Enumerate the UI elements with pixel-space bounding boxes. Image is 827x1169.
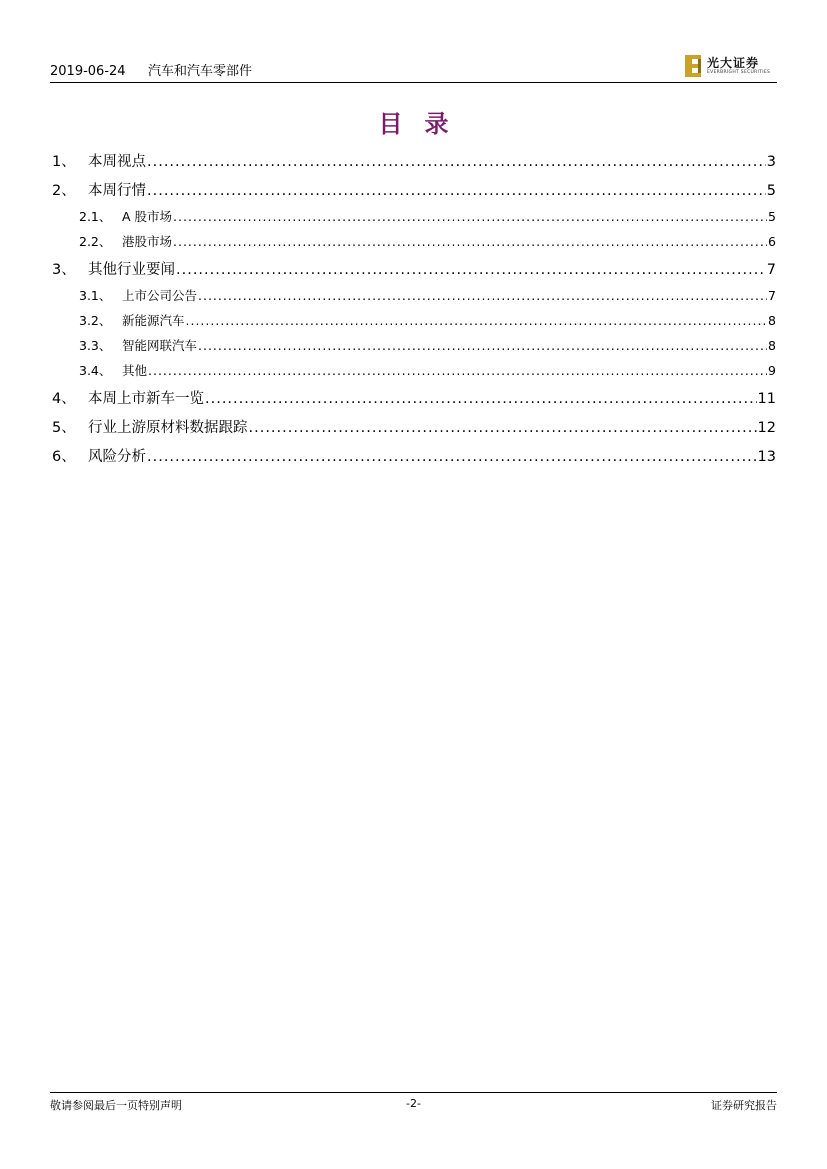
toc-entry-label: 其他 xyxy=(122,363,148,378)
toc-entry-page: 5 xyxy=(766,183,776,199)
toc-entry-number: 3.3、 xyxy=(79,338,112,353)
toc-entry-number: 5、 xyxy=(52,420,76,436)
disclaimer-note: 敬请参阅最后一页特别声明 xyxy=(50,1099,182,1112)
toc-entry[interactable] xyxy=(52,258,776,279)
toc-leader-dots xyxy=(147,449,757,465)
toc-entry-number: 3.4、 xyxy=(79,363,112,378)
page-footer xyxy=(50,1092,777,1117)
logo-english-name: EVERBRIGHT SECURITIES xyxy=(707,70,771,75)
toc-entry-label: 行业上游原材料数据跟踪 xyxy=(88,420,248,436)
toc-entry-number: 6、 xyxy=(52,449,76,465)
toc-entry-number: 4、 xyxy=(52,391,76,407)
toc-entry-page: 11 xyxy=(757,391,776,407)
toc-leader-dots xyxy=(186,313,768,328)
toc-entry-number: 3.1、 xyxy=(79,288,112,303)
toc-entry[interactable] xyxy=(52,179,776,200)
toc-entry-label: 智能网联汽车 xyxy=(122,338,198,353)
toc-leader-dots xyxy=(173,209,767,224)
toc-entry[interactable] xyxy=(52,361,776,379)
toc-entry-page: 8 xyxy=(768,313,776,328)
toc-entry-label: 本周上市新车一览 xyxy=(88,391,204,407)
toc-entry-number: 1、 xyxy=(52,154,76,170)
toc-entry-page: 7 xyxy=(768,288,776,303)
toc-entry-number: 3、 xyxy=(52,262,76,278)
toc-entry-label: A 股市场 xyxy=(122,209,173,224)
toc-entry[interactable] xyxy=(52,387,776,408)
toc-leader-dots xyxy=(198,288,767,303)
toc-entry-label: 新能源汽车 xyxy=(122,313,185,328)
toc-entry[interactable] xyxy=(52,445,776,466)
everbright-logo-icon xyxy=(685,55,703,77)
toc-entry-page: 3 xyxy=(766,154,776,170)
toc-entry[interactable] xyxy=(52,286,776,304)
toc-entry[interactable] xyxy=(52,207,776,225)
toc-entry-label: 其他行业要闻 xyxy=(88,262,175,278)
company-logo xyxy=(685,53,775,79)
toc-entry-number: 2.1、 xyxy=(79,209,112,224)
industry-name: 汽车和汽车零部件 xyxy=(148,64,253,79)
toc-leader-dots xyxy=(249,420,757,436)
page-number: -2- xyxy=(406,1097,421,1110)
toc-leader-dots xyxy=(147,154,766,170)
toc-entry-number: 2.2、 xyxy=(79,234,112,249)
toc-entry-page: 7 xyxy=(766,262,776,278)
toc-entry-page: 5 xyxy=(768,209,776,224)
toc-leader-dots xyxy=(148,363,767,378)
toc-entry-number: 2、 xyxy=(52,183,76,199)
toc-entry-number: 3.2、 xyxy=(79,313,112,328)
toc-entry-page: 6 xyxy=(768,234,776,249)
toc-entry[interactable] xyxy=(52,232,776,250)
toc-entry-page: 12 xyxy=(757,420,776,436)
toc-leader-dots xyxy=(176,262,766,278)
toc-entry[interactable] xyxy=(52,416,776,437)
toc-entry[interactable] xyxy=(52,336,776,354)
toc-entry-page: 8 xyxy=(768,338,776,353)
toc-entry-label: 风险分析 xyxy=(88,449,146,465)
toc-entry-page: 9 xyxy=(768,363,776,378)
toc-entry[interactable] xyxy=(52,150,776,171)
toc-entry-label: 本周行情 xyxy=(88,183,146,199)
toc-entry-page: 13 xyxy=(757,449,776,465)
toc-entry[interactable] xyxy=(52,311,776,329)
toc-leader-dots xyxy=(198,338,767,353)
page-header xyxy=(50,52,777,83)
report-date: 2019-06-24 xyxy=(50,64,126,79)
document-type: 证券研究报告 xyxy=(711,1099,777,1112)
toc-leader-dots xyxy=(147,183,766,199)
toc-entry-label: 上市公司公告 xyxy=(122,288,198,303)
toc-leader-dots xyxy=(173,234,767,249)
toc-title: 目录 xyxy=(378,109,471,138)
toc-entry-label: 本周视点 xyxy=(88,154,146,170)
logo-chinese-name: 光大证券 xyxy=(707,56,760,70)
toc-leader-dots xyxy=(205,391,757,407)
toc-entry-label: 港股市场 xyxy=(122,234,173,249)
